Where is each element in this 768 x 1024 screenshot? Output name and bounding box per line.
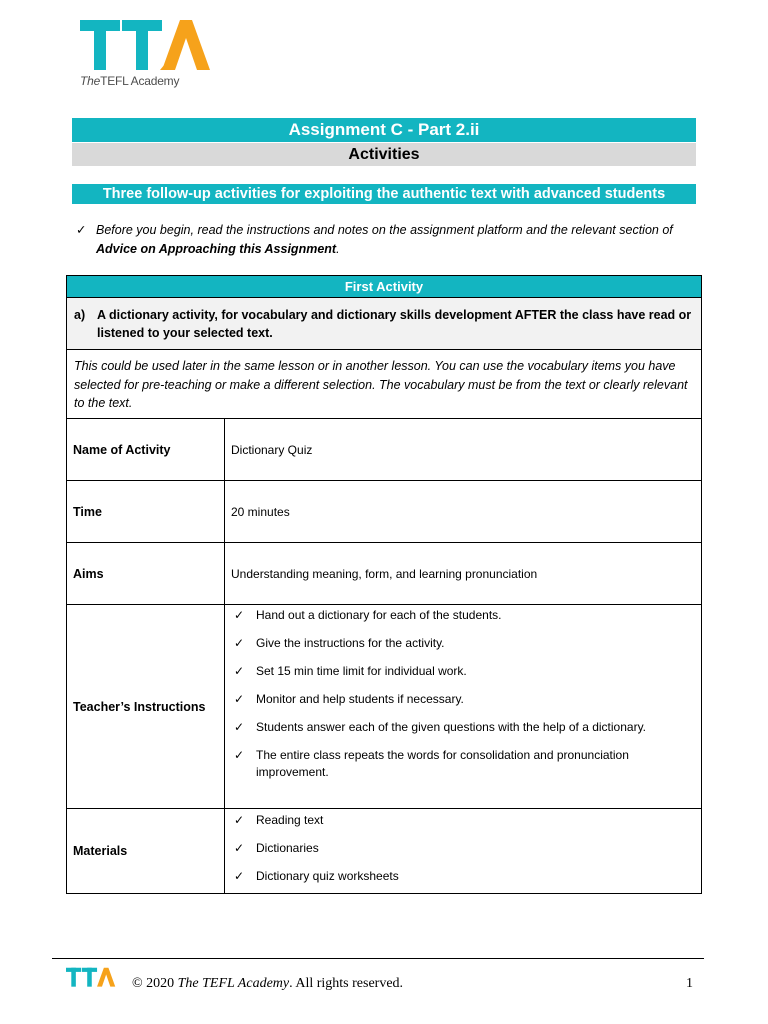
checkmark-icon: ✓ xyxy=(234,813,245,827)
checklist-item: ✓ Dictionaries xyxy=(234,841,319,855)
checklist-item: ✓ Hand out a dictionary for each of the students. xyxy=(234,608,502,622)
table-row-aims xyxy=(67,542,701,604)
item-label: a) xyxy=(74,308,86,322)
activities-heading: Activities xyxy=(72,143,696,166)
footer-divider xyxy=(52,958,704,959)
item-text: A dictionary activity, for vocabulary and dictionary skills development AFTER the class have read or listened to your selected text. xyxy=(97,308,692,340)
checklist-item: ✓ Reading text xyxy=(234,813,324,827)
materials-checklist xyxy=(234,812,694,896)
row-label: Name of Activity xyxy=(67,419,225,480)
table-row-time xyxy=(67,480,701,542)
checkmark-icon: ✓ xyxy=(234,664,245,678)
checkmark-icon: ✓ xyxy=(234,692,245,706)
time-value: 20 minutes xyxy=(231,504,290,519)
checkmark-icon: ✓ xyxy=(234,748,245,762)
activity-name-value: Dictionary Quiz xyxy=(231,442,313,457)
checkmark-icon: ✓ xyxy=(234,720,245,734)
table-row-name xyxy=(67,418,701,480)
checklist-item: ✓ Set 15 min time limit for individual work. xyxy=(234,664,467,678)
checklist-item: ✓ Give the instructions for the activity. xyxy=(234,636,445,650)
activity-brief xyxy=(67,297,701,349)
logo-subtitle: TheTEFL Academy xyxy=(80,74,180,88)
checklist-item: ✓ Dictionary quiz worksheets xyxy=(234,869,399,883)
activity-description: This could be used later in the same lesson or in another lesson. You can use the vocabulary items you have selected for pre-teaching or make a different selection. The vocabulary must be from the text or clearly relevant to the text. xyxy=(67,349,701,418)
row-label: Teacher’s Instructions xyxy=(67,605,225,808)
checklist-item: ✓ The entire class repeats the words for consolidation and pronunciation improvement. xyxy=(234,748,629,779)
row-label: Time xyxy=(67,481,225,542)
checkmark-icon: ✓ xyxy=(234,869,245,883)
checkmark-icon: ✓ xyxy=(234,608,245,622)
page-number: 1 xyxy=(686,976,693,991)
footer-copyright: © 2020 The TEFL Academy. All rights reserved. xyxy=(132,976,404,991)
row-label: Materials xyxy=(67,809,225,893)
table-header: First Activity xyxy=(67,276,701,297)
instructions-checklist xyxy=(234,607,694,792)
instructions-note: ✓ Before you begin, read the instructions and notes on the assignment platform and the relevant section of Advice on Approaching this Assignment. xyxy=(76,223,673,256)
row-label: Aims xyxy=(67,543,225,604)
checklist-item: ✓ Monitor and help students if necessary. xyxy=(234,692,464,706)
checkmark-icon: ✓ xyxy=(234,636,245,650)
checkmark-icon: ✓ xyxy=(234,841,245,855)
checkmark-icon: ✓ xyxy=(76,223,87,237)
tta-footer-logo xyxy=(66,967,116,995)
activities-banner: Three follow-up activities for exploiting the authentic text with advanced students xyxy=(72,184,696,204)
first-activity-table xyxy=(66,275,702,894)
checklist-item: ✓ Students answer each of the given questions with the help of a dictionary. xyxy=(234,720,647,734)
assignment-title: Assignment C - Part 2.ii xyxy=(72,118,696,142)
aims-value: Understanding meaning, form, and learning pronunciation xyxy=(231,566,538,581)
